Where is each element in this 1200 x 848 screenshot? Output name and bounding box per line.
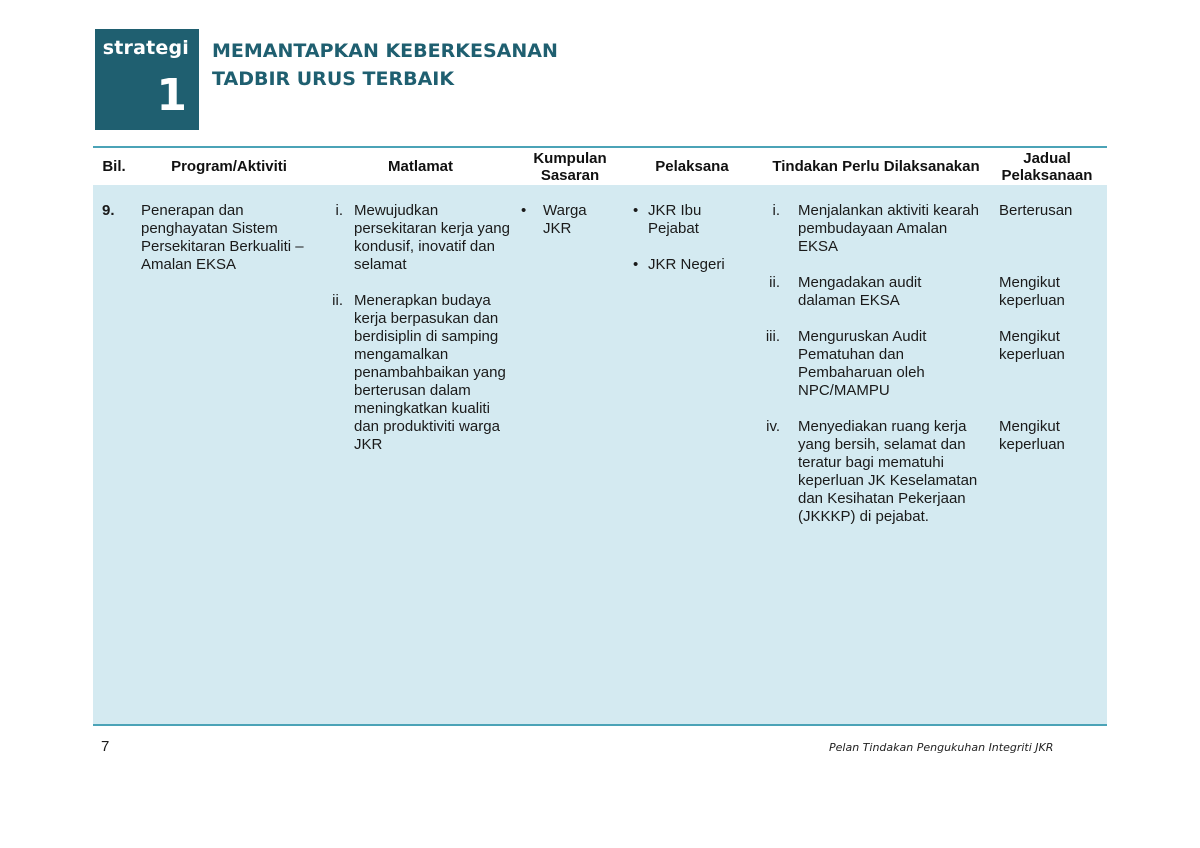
tindakan-marker: ii. [769, 274, 780, 291]
table-row [93, 185, 1107, 726]
tindakan-cell [758, 202, 1103, 544]
tindakan-text: Mengadakan audit dalaman EKSA [798, 274, 922, 309]
jadual-text: Mengikut keperluan [999, 328, 1065, 363]
matlamat-text: Menerapkan budaya kerja berpasukan dan berdisiplin di samping mengamalkan penambahbaikan yang berterusan dalam meningkatkan kualiti dan produktiviti warga JKR [354, 292, 506, 453]
tindakan-text: Menjalankan aktiviti kearah pembudayaan Amalan EKSA [798, 202, 979, 255]
matlamat-text: Mewujudkan persekitaran kerja yang kondusif, inovatif dan selamat [354, 202, 510, 273]
header-jadual: Jadual Pelaksanaan [1001, 149, 1093, 184]
tindakan-text: Menguruskan Audit Pematuhan dan Pembaharuan oleh NPC/MAMPU [798, 328, 927, 399]
strategy-number: 1 [156, 70, 187, 121]
sasaran-cell [521, 202, 621, 238]
strategy-label: strategi [102, 37, 189, 59]
tindakan-item [758, 274, 1103, 310]
matlamat-cell [323, 202, 513, 472]
jadual-text: Berterusan [999, 202, 1073, 219]
sasaran-text: Warga JKR [543, 202, 587, 237]
page-number: 7 [101, 738, 110, 755]
matlamat-item [323, 292, 513, 454]
pelaksana-cell [633, 202, 743, 274]
table-header [93, 146, 1107, 187]
footer-document-title: Pelan Tindakan Pengukuhan Integriti JKR [829, 741, 1054, 754]
header-sasaran: Kumpulan Sasaran [533, 149, 607, 184]
jadual-text: Mengikut keperluan [999, 274, 1065, 309]
title-line-1: MEMANTAPKAN KEBERKESANAN [212, 40, 558, 62]
tindakan-item [758, 202, 1103, 256]
pelaksana-item [633, 256, 743, 274]
tindakan-marker: iii. [765, 328, 780, 345]
header-program: Program/Aktiviti [171, 158, 287, 175]
matlamat-marker: i. [335, 202, 343, 219]
tindakan-marker: iv. [766, 418, 780, 435]
strategy-badge [95, 29, 199, 130]
tindakan-item [758, 418, 1103, 526]
header-pelaksana: Pelaksana [655, 158, 729, 175]
title-line-2: TADBIR URUS TERBAIK [212, 68, 455, 90]
pelaksana-text: JKR Ibu Pejabat [648, 202, 702, 237]
row-number: 9. [102, 202, 115, 219]
page-title [212, 37, 558, 93]
tindakan-marker: i. [772, 202, 780, 219]
bullet-icon: • [633, 256, 639, 273]
header-matlamat: Matlamat [387, 158, 454, 175]
pelaksana-item [633, 202, 733, 238]
matlamat-item [323, 202, 513, 274]
tindakan-text: Menyediakan ruang kerja yang bersih, selamat dan teratur bagi mematuhi keperluan JK Keselamatan dan Kesihatan Pekerjaan (JKKKP) di pejabat. [798, 418, 978, 525]
jadual-text: Mengikut keperluan [999, 418, 1065, 453]
tindakan-item [758, 328, 1103, 400]
pelaksana-text: JKR Negeri [648, 256, 725, 273]
bullet-icon: • [633, 202, 639, 219]
header-tindakan: Tindakan Perlu Dilaksanakan [772, 158, 980, 175]
bullet-icon: • [521, 202, 527, 219]
program-cell: Penerapan dan penghayatan Sistem Persekitaran Berkualiti – Amalan EKSA [141, 202, 304, 273]
action-plan-table [93, 146, 1107, 726]
sasaran-item [521, 202, 603, 238]
matlamat-marker: ii. [332, 292, 343, 309]
header-bil: Bil. [102, 158, 126, 175]
